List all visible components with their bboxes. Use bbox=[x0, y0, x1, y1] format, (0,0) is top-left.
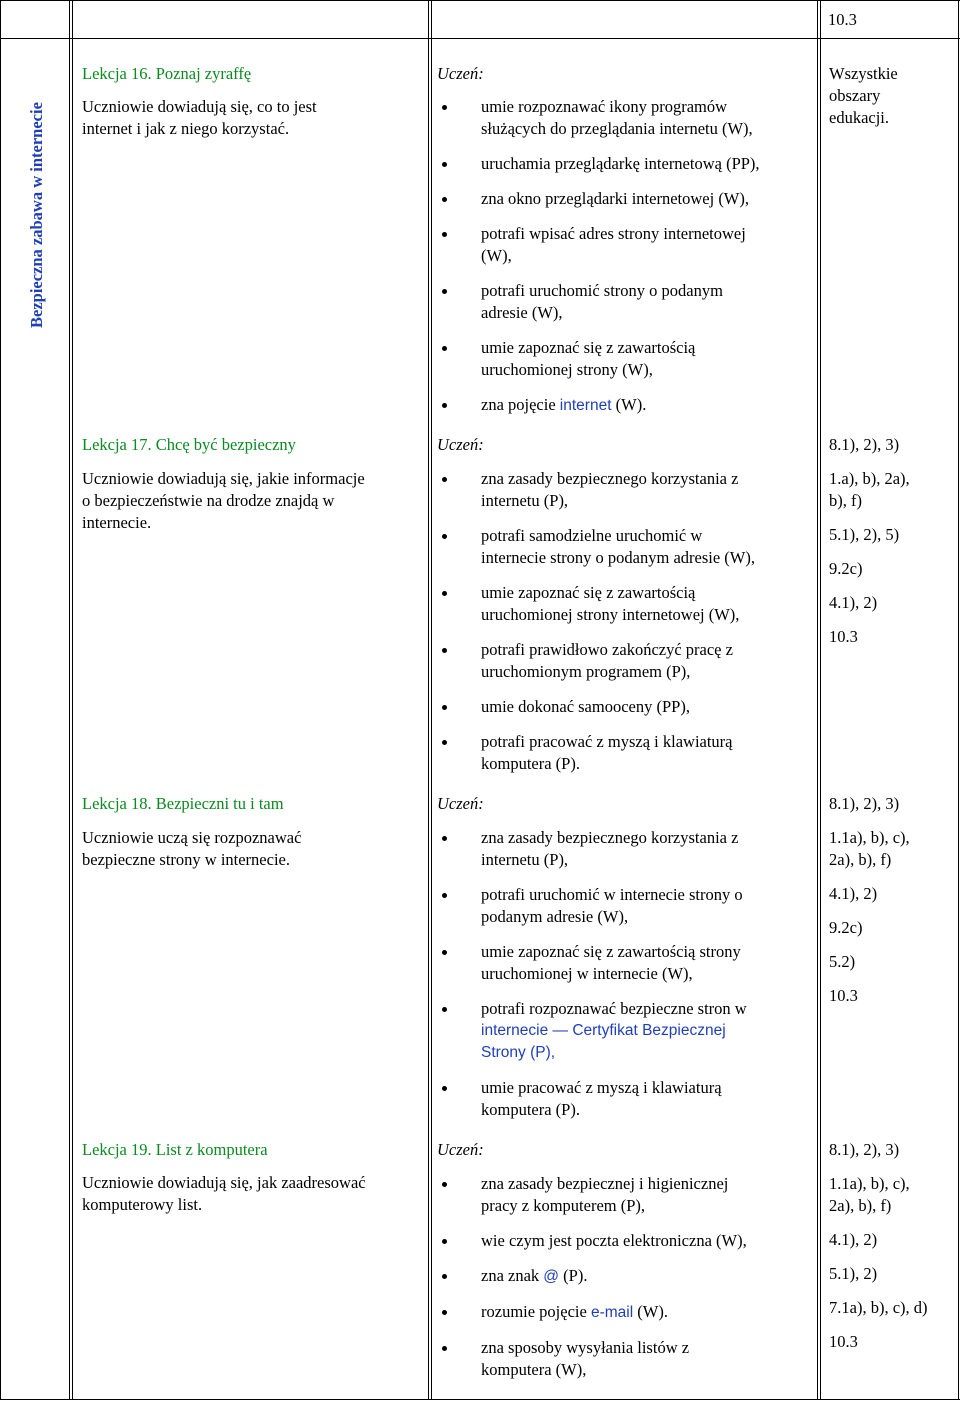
lesson-desc-line: Uczniowie dowiadują się, jakie informacje bbox=[82, 469, 365, 488]
section-title: Bezpieczna zabawa w internecie bbox=[27, 102, 46, 328]
lesson-16-skills bbox=[437, 63, 812, 417]
lesson-desc-line: komputerowy list. bbox=[82, 1195, 203, 1214]
lesson-desc-line: Uczniowie uczą się rozpoznawać bbox=[82, 828, 302, 847]
lesson-19-info bbox=[82, 1139, 422, 1216]
border-top bbox=[0, 0, 960, 1]
lesson-title: Lekcja 16. Poznaj zyraffę bbox=[82, 64, 252, 83]
ref-line: 8.1), 2), 3) bbox=[829, 794, 900, 813]
ref-line: 1.a), b), 2a), bbox=[829, 469, 910, 488]
lesson-19-skills bbox=[437, 1139, 812, 1381]
ref-line: 5.2) bbox=[829, 952, 856, 971]
border-right bbox=[958, 0, 959, 1400]
skill-item: potrafi rozpoznawać bezpieczne stron w internecie — Certyfikat Bezpiecznej Strony (P), bbox=[437, 998, 812, 1064]
lesson-16-info bbox=[82, 63, 422, 140]
skill-item: zna znak @ (P). bbox=[437, 1265, 812, 1288]
skill-item: wie czym jest poczta elektroniczna (W), bbox=[437, 1230, 812, 1252]
ref-line: 4.1), 2) bbox=[829, 593, 878, 612]
lesson-title: Lekcja 17. Chcę być bezpieczny bbox=[82, 435, 296, 454]
skill-item: zna zasady bezpiecznego korzystania z internetu (P), bbox=[437, 468, 812, 512]
skill-item: potrafi uruchomić w internecie strony o podanym adresie (W), bbox=[437, 884, 812, 928]
skill-item: umie rozpoznawać ikony programów służących do przeglądania internetu (W), bbox=[437, 96, 812, 140]
skill-item: zna okno przeglądarki internetowej (W), bbox=[437, 188, 812, 210]
skill-item: potrafi pracować z myszą i klawiaturą komputera (P). bbox=[437, 731, 812, 775]
lesson-desc-line: Uczniowie dowiadują się, jak zaadresować bbox=[82, 1173, 366, 1192]
student-label: Uczeń: bbox=[437, 435, 484, 454]
skill-item: zna sposoby wysyłania listów z komputera (W), bbox=[437, 1337, 812, 1381]
skill-item: potrafi samodzielne uruchomić w internecie strony o podanym adresie (W), bbox=[437, 525, 812, 569]
lesson-17-info bbox=[82, 434, 422, 534]
skill-item: rozumie pojęcie e-mail (W). bbox=[437, 1301, 812, 1324]
skill-item: potrafi wpisać adres strony internetowej (W), bbox=[437, 223, 812, 267]
lesson-19-refs bbox=[829, 1139, 954, 1353]
ref-line: 1.1a), b), c), bbox=[829, 1174, 910, 1193]
skill-item: umie dokonać samooceny (PP), bbox=[437, 696, 812, 718]
lesson-18-info bbox=[82, 793, 422, 871]
lesson-title: Lekcja 19. List z komputera bbox=[82, 1140, 268, 1159]
ref-line: b), f) bbox=[829, 491, 862, 510]
lesson-18-refs bbox=[829, 793, 954, 1007]
student-label: Uczeń: bbox=[437, 64, 484, 83]
ref-line: 1.1a), b), c), bbox=[829, 828, 910, 847]
header-ref: 10.3 bbox=[828, 10, 857, 29]
lesson-17-refs bbox=[829, 434, 954, 648]
lesson-desc-line: Uczniowie dowiadują się, co to jest bbox=[82, 97, 317, 116]
col-divider-6 bbox=[820, 0, 821, 1400]
lesson-title: Lekcja 18. Bezpieczni tu i tam bbox=[82, 794, 284, 813]
ref-line: 4.1), 2) bbox=[829, 884, 878, 903]
lesson-16-refs bbox=[829, 63, 954, 129]
ref-line: 9.2c) bbox=[829, 559, 863, 578]
student-label: Uczeń: bbox=[437, 1140, 484, 1159]
lesson-desc-line: internecie. bbox=[82, 513, 152, 532]
ref-line: obszary bbox=[829, 86, 881, 105]
lesson-desc-line: internet i jak z niego korzystać. bbox=[82, 119, 290, 138]
col-divider-2 bbox=[72, 0, 73, 1400]
ref-line: 9.2c) bbox=[829, 918, 863, 937]
ref-line: 4.1), 2) bbox=[829, 1230, 878, 1249]
col-divider-3 bbox=[428, 0, 429, 1400]
border-left bbox=[0, 0, 1, 1400]
ref-line: 10.3 bbox=[829, 986, 858, 1005]
skill-item: umie zapoznać się z zawartością uruchomionej strony (W), bbox=[437, 337, 812, 381]
col-divider-5 bbox=[817, 0, 818, 1400]
skill-item: umie zapoznać się z zawartością strony uruchomionej w internecie (W), bbox=[437, 941, 812, 985]
ref-line: 8.1), 2), 3) bbox=[829, 1140, 900, 1159]
skill-item: zna zasady bezpiecznego korzystania z internetu (P), bbox=[437, 827, 812, 871]
skill-item: potrafi prawidłowo zakończyć pracę z uruchomionym programem (P), bbox=[437, 639, 812, 683]
ref-line: 5.1), 2) bbox=[829, 1264, 878, 1283]
col-divider-1 bbox=[69, 0, 70, 1400]
skill-item: umie pracować z myszą i klawiaturą komputera (P). bbox=[437, 1077, 812, 1121]
term-at-sign: @ bbox=[543, 1268, 560, 1285]
ref-line: 10.3 bbox=[829, 1332, 858, 1351]
border-header-bottom bbox=[0, 38, 960, 39]
lesson-18-skills bbox=[437, 793, 812, 1121]
skill-item: zna zasady bezpiecznej i higienicznej pracy z komputerem (P), bbox=[437, 1173, 812, 1217]
lesson-desc-line: o bezpieczeństwie na drodze znajdą w bbox=[82, 491, 335, 510]
term-email: e-mail bbox=[590, 1304, 634, 1321]
ref-line: 10.3 bbox=[829, 627, 858, 646]
term-certyfikat: internecie — Certyfikat Bezpiecznej bbox=[481, 1022, 726, 1039]
lesson-desc-line: bezpieczne strony w internecie. bbox=[82, 850, 290, 869]
skill-item: potrafi uruchomić strony o podanym adresie (W), bbox=[437, 280, 812, 324]
ref-line: edukacji. bbox=[829, 108, 890, 127]
ref-line: 5.1), 2), 5) bbox=[829, 525, 900, 544]
ref-line: 7.1a), b), c), d) bbox=[829, 1298, 928, 1317]
skill-item: zna pojęcie internet (W). bbox=[437, 394, 812, 417]
lesson-17-skills bbox=[437, 434, 812, 775]
term-internet: internet bbox=[559, 397, 612, 414]
col-divider-4 bbox=[431, 0, 432, 1400]
ref-line: 2a), b), f) bbox=[829, 850, 892, 869]
skill-item: umie zapoznać się z zawartością uruchomionej strony internetowej (W), bbox=[437, 582, 812, 626]
ref-line: 2a), b), f) bbox=[829, 1196, 892, 1215]
skill-item: uruchamia przeglądarkę internetową (PP), bbox=[437, 153, 812, 175]
student-label: Uczeń: bbox=[437, 794, 484, 813]
ref-line: 8.1), 2), 3) bbox=[829, 435, 900, 454]
border-bottom bbox=[0, 1399, 960, 1400]
ref-line: Wszystkie bbox=[829, 64, 898, 83]
